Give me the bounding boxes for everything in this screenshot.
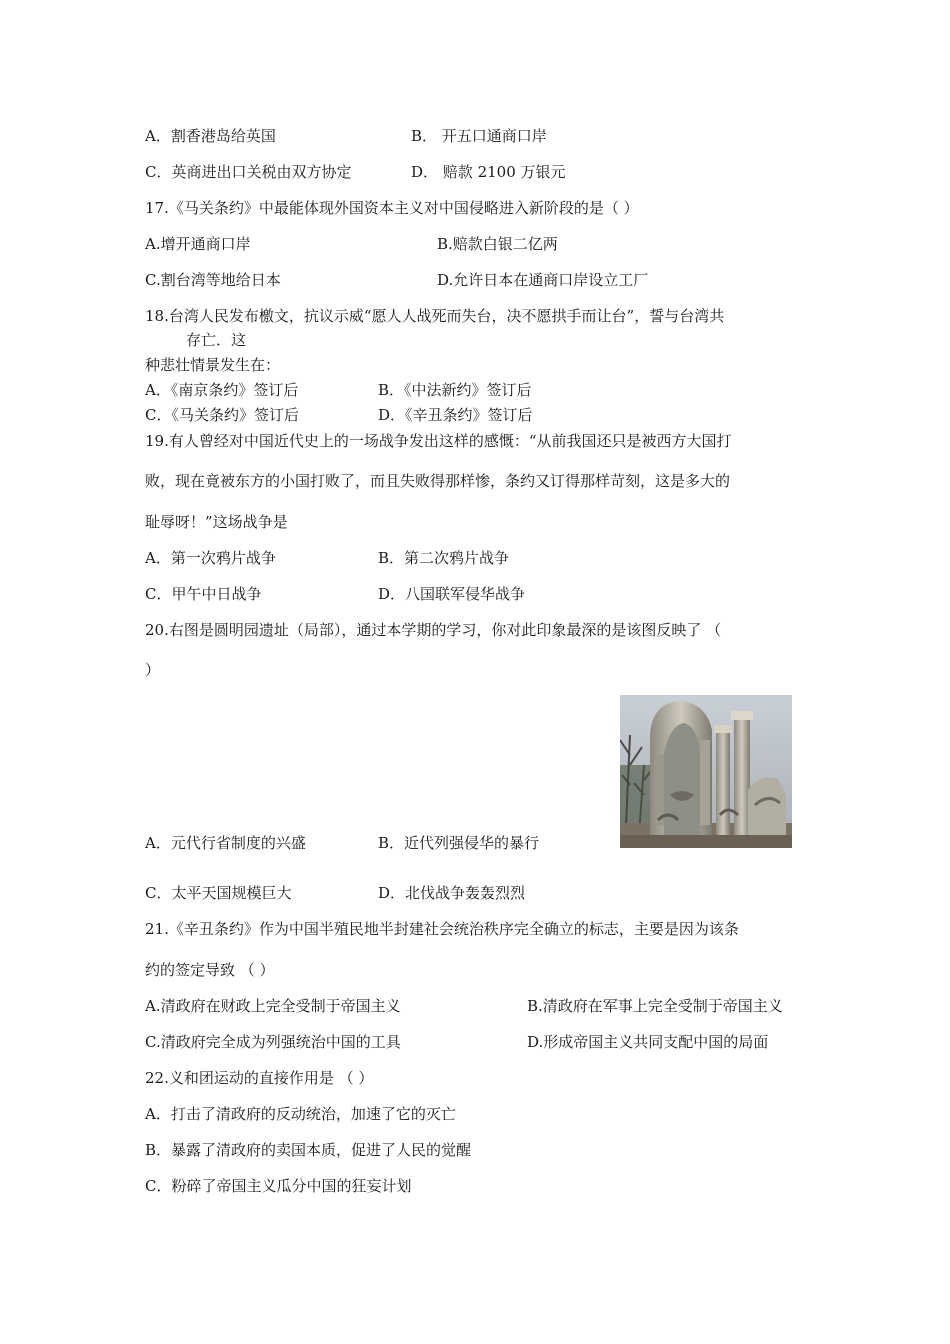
q18-stem-line2: 存亡．这 [186, 331, 247, 349]
q18-option-d: D．《辛丑条约》签订后 [378, 406, 533, 424]
q20-stem-line1: 20.右图是圆明园遗址（局部），通过本学期的学习，你对此印象最深的是该图反映了 （ [145, 621, 722, 639]
q16-option-b: B． 开五口通商口岸 [411, 127, 547, 145]
q16-option-a: A．割香港岛给英国 [145, 127, 276, 145]
q20-option-b: B．近代列强侵华的暴行 [378, 834, 540, 852]
q19-stem-line1: 19.有人曾经对中国近代史上的一场战争发出这样的感慨：“从前我国还只是被西方大国打 [145, 432, 732, 450]
q19-option-a: A．第一次鸦片战争 [145, 549, 276, 567]
q20-stem-line2: ） [145, 661, 161, 679]
q22-option-b: B．暴露了清政府的卖国本质，促进了人民的觉醒 [145, 1141, 472, 1159]
q18-option-b: B．《中法新约》签订后 [378, 381, 532, 399]
q22-stem: 22.义和团运动的直接作用是 （ ） [145, 1069, 374, 1087]
q19-stem-line3: 耻辱呀！”这场战争是 [145, 513, 288, 531]
q16-option-d: D． 赔款 2100 万银元 [411, 163, 566, 181]
q18-stem-line3: 种悲壮情景发生在： [145, 356, 281, 374]
q19-stem-line2: 败，现在竟被东方的小国打败了，而且失败得那样惨，条约又订得那样苛刻，这是多大的 [145, 472, 731, 490]
q18-stem-line1: 18.台湾人民发布檄文，抗议示威“愿人人战死而失台，决不愿拱手而让台”，誓与台湾共 [145, 307, 725, 325]
q17-option-b: B.赔款白银二亿两 [437, 235, 558, 253]
q17-option-d: D.允许日本在通商口岸设立工厂 [437, 271, 649, 289]
q19-option-b: B．第二次鸦片战争 [378, 549, 510, 567]
q18-option-a: A．《南京条约》签订后 [145, 381, 299, 399]
q21-option-c: C.清政府完全成为列强统治中国的工具 [145, 1033, 401, 1051]
q17-option-a: A.增开通商口岸 [145, 235, 251, 253]
q21-stem-line2: 约的签定导致 （ ） [145, 961, 275, 979]
q21-option-a: A.清政府在财政上完全受制于帝国主义 [145, 997, 401, 1015]
yuanmingyuan-ruins-photo [620, 695, 792, 848]
q22-option-c: C．粉碎了帝国主义瓜分中国的狂妄计划 [145, 1177, 412, 1195]
q21-option-d: D.形成帝国主义共同支配中国的局面 [527, 1033, 769, 1051]
q19-option-c: C．甲午中日战争 [145, 585, 262, 603]
q17-stem: 17.《马关条约》中最能体现外国资本主义对中国侵略进入新阶段的是（ ） [145, 199, 639, 217]
q20-option-c: C．太平天国规模巨大 [145, 884, 292, 902]
q22-option-a: A．打击了清政府的反动统治，加速了它的灭亡 [145, 1105, 456, 1123]
q20-option-d: D．北伐战争轰轰烈烈 [378, 884, 526, 902]
q21-stem-line1: 21.《辛丑条约》作为中国半殖民地半封建社会统治秩序完全确立的标志，主要是因为该条 [145, 920, 739, 938]
q16-option-c: C．英商进出口关税由双方协定 [145, 163, 352, 181]
q21-option-b: B.清政府在军事上完全受制于帝国主义 [527, 997, 783, 1015]
q20-option-a: A．元代行省制度的兴盛 [145, 834, 306, 852]
q18-option-c: C．《马关条约》签订后 [145, 406, 299, 424]
q17-option-c: C.割台湾等地给日本 [145, 271, 281, 289]
q19-option-d: D．八国联军侵华战争 [378, 585, 526, 603]
